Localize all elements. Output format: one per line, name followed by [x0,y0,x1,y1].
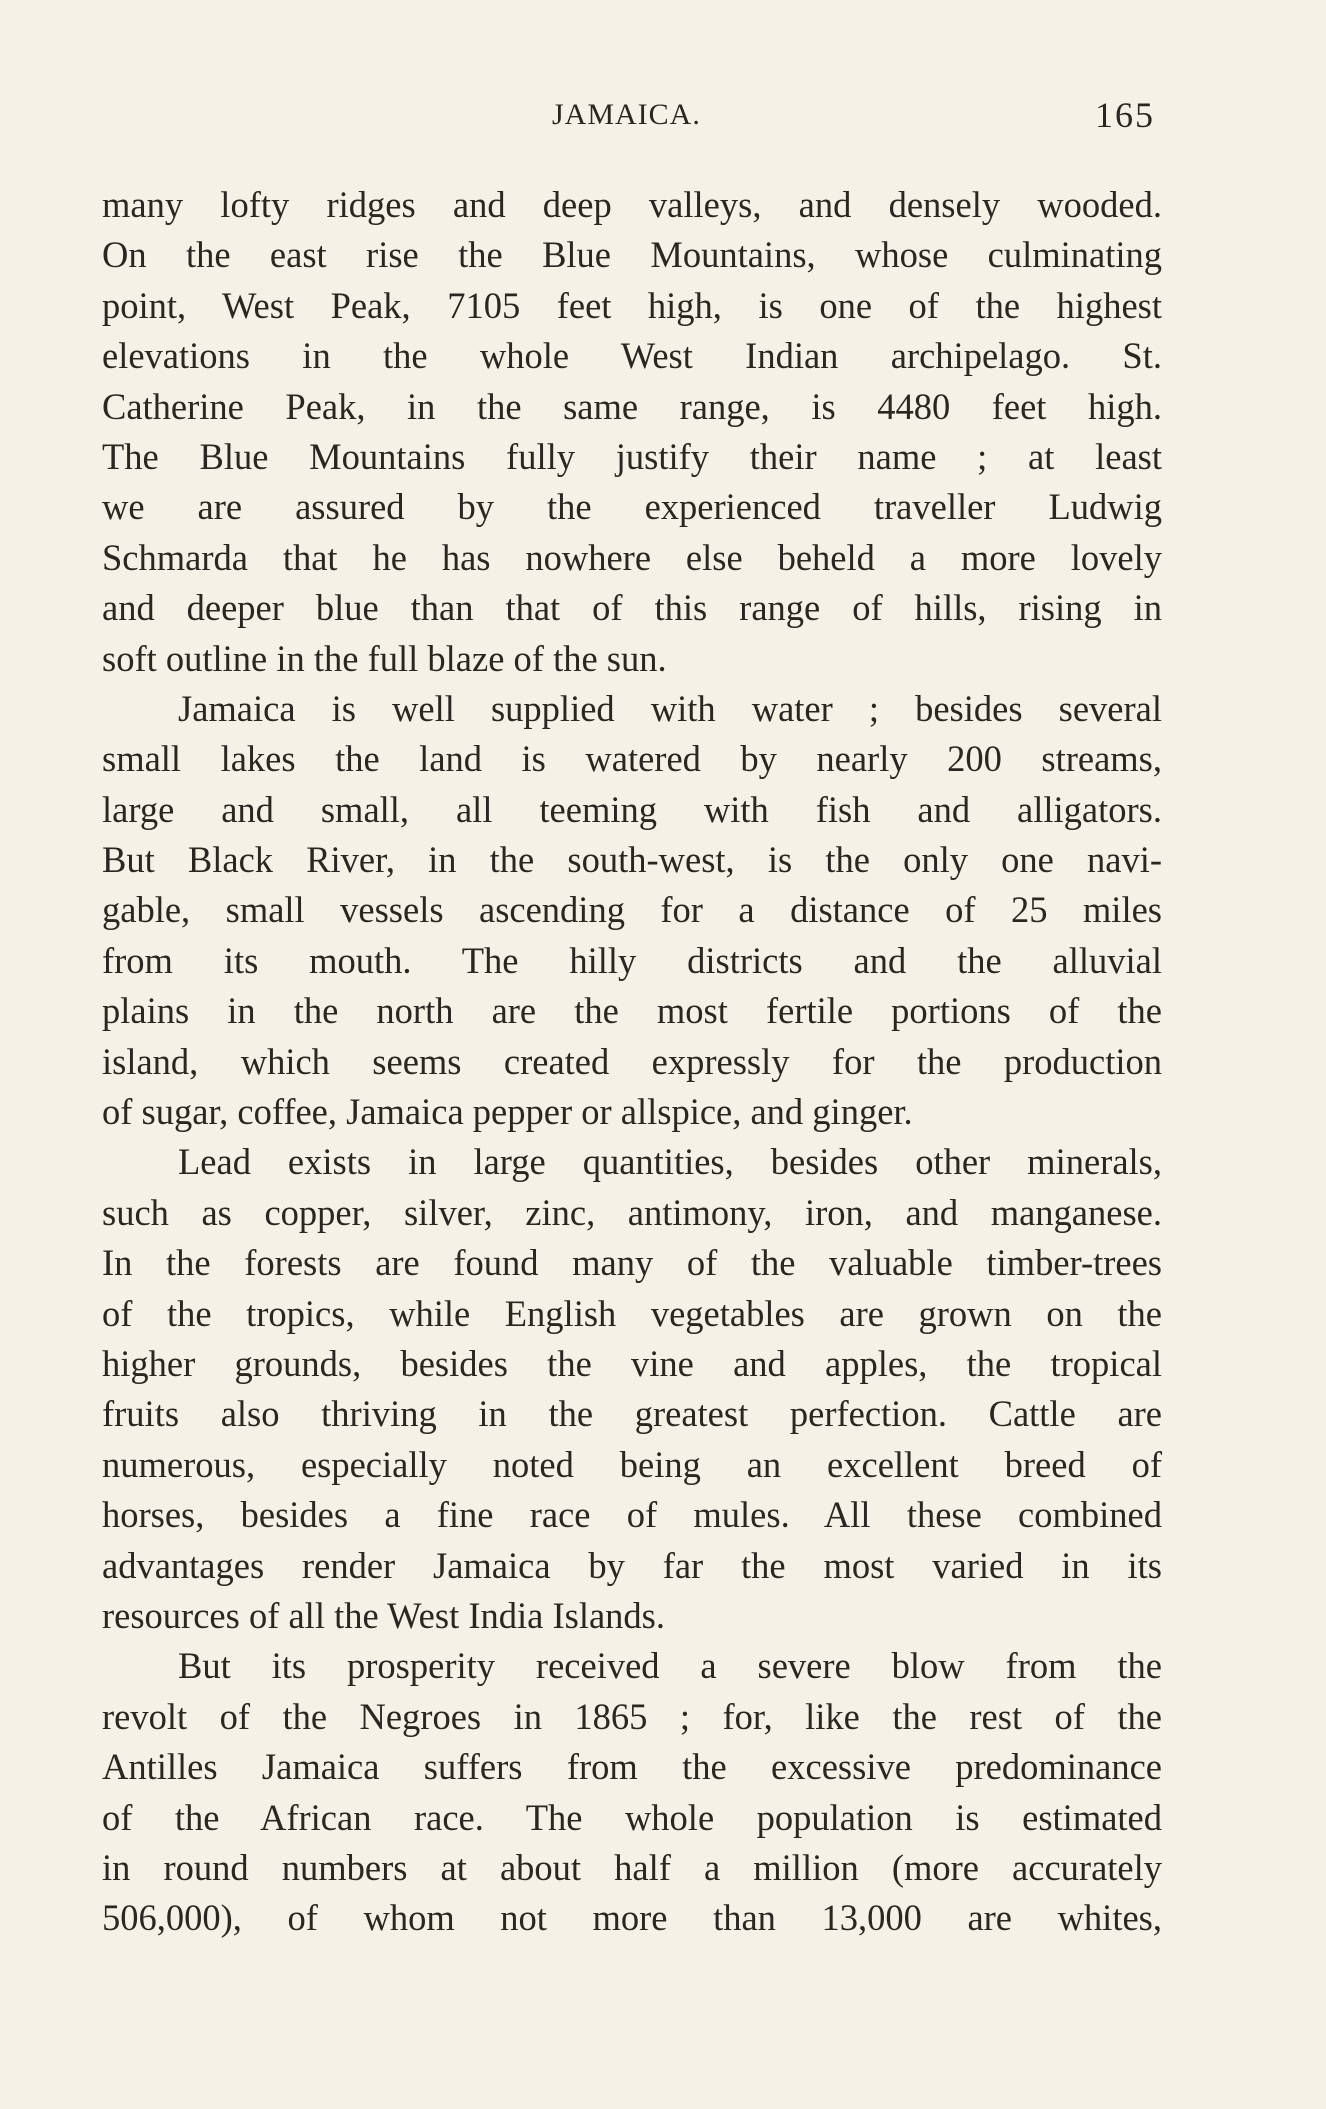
text-line: In the forests are found many of the valuable timber-trees [102,1242,1162,1284]
text-line: such as copper, silver, zinc, antimony, iron, and manganese. [102,1191,1162,1233]
text-line: of the tropics, while English vegetables are grown on the [102,1292,1162,1334]
text-line: of sugar, coffee, Jamaica pepper or allspice, and ginger. [102,1091,913,1133]
text-line: Antilles Jamaica suffers from the excessive predominance [102,1746,1162,1788]
text-line: numerous, especially noted being an excellent breed of [102,1443,1162,1485]
text-line: fruits also thriving in the greatest perfection. Cattle are [102,1393,1162,1435]
text-line: Jamaica is well supplied with water ; besides several [178,687,1162,729]
text-line: But its prosperity received a severe blow from the [178,1645,1162,1687]
text-line: advantages render Jamaica by far the most varied in its [102,1544,1162,1586]
text-line: revolt of the Negroes in 1865 ; for, like the rest of the [102,1695,1162,1737]
text-line: elevations in the whole West Indian archipelago. St. [102,335,1162,377]
text-line: Schmarda that he has nowhere else beheld a more lovely [102,536,1162,578]
text-line: large and small, all teeming with fish and alligators. [102,788,1162,830]
text-line: we are assured by the experienced traveller Ludwig [102,486,1162,528]
text-line: from its mouth. The hilly districts and the alluvial [102,939,1162,981]
text-line: and deeper blue than that of this range of hills, rising in [102,587,1162,629]
text-line: many lofty ridges and deep valleys, and densely wooded. [102,184,1162,225]
body-text [102,180,1162,1944]
text-line: gable, small vessels ascending for a distance of 25 miles [102,889,1162,931]
text-line: But Black River, in the south-west, is the only one navi- [102,839,1162,881]
text-line: horses, besides a fine race of mules. All these combined [102,1494,1162,1536]
text-line: small lakes the land is watered by nearly 200 streams, [102,738,1162,780]
text-line: plains in the north are the most fertile portions of the [102,990,1162,1032]
text-line: 506,000), of whom not more than 13,000 are whites, [102,1897,1162,1939]
text-line: point, West Peak, 7105 feet high, is one of the highest [102,284,1162,326]
text-line: Catherine Peak, in the same range, is 4480 feet high. [102,385,1162,427]
text-line: The Blue Mountains fully justify their name ; at least [102,435,1162,477]
text-line: resources of all the West India Islands. [102,1594,665,1636]
text-line: On the east rise the Blue Mountains, whose culminating [102,234,1162,276]
text-line: Lead exists in large quantities, besides other minerals, [178,1141,1162,1183]
text-line: island, which seems created expressly for the production [102,1040,1162,1082]
text-line: higher grounds, besides the vine and apples, the tropical [102,1342,1162,1384]
running-title: JAMAICA. [552,98,701,131]
text-line: in round numbers at about half a million (more accurately [102,1846,1162,1888]
text-line: soft outline in the full blaze of the sun. [102,637,667,679]
page-number: 165 [1095,95,1155,135]
text-line: of the African race. The whole population is estimated [102,1796,1162,1838]
